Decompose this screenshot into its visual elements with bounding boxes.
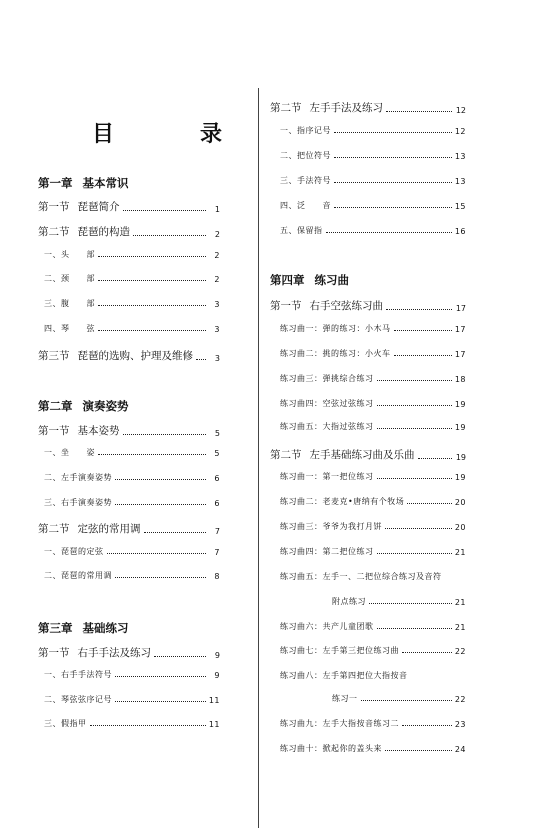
page-number: 17 bbox=[454, 350, 466, 359]
toc-entry-item[interactable] bbox=[44, 669, 220, 680]
toc-entry-label: 练习曲六： bbox=[280, 622, 323, 631]
toc-entry-label: 第一节 bbox=[270, 300, 302, 312]
dot-leader bbox=[386, 309, 452, 310]
page-number: 6 bbox=[214, 474, 220, 483]
toc-entry-title: 保留指 bbox=[297, 226, 323, 235]
toc-entry-label: 第二节 bbox=[38, 523, 70, 535]
toc-entry-label: 练习曲二： bbox=[280, 349, 323, 358]
dot-leader bbox=[407, 503, 452, 504]
dot-leader bbox=[98, 330, 206, 331]
toc-entry-item[interactable] bbox=[280, 546, 466, 557]
toc-entry-label: 练习曲四： bbox=[280, 399, 323, 408]
toc-entry-title: 琴弦弦序记号 bbox=[61, 695, 112, 704]
page-number: 7 bbox=[214, 548, 220, 557]
toc-entry-item[interactable] bbox=[280, 471, 466, 482]
toc-entry-label: 练习曲一： bbox=[280, 324, 323, 333]
dot-leader bbox=[369, 603, 452, 604]
toc-entry-label: 二、 bbox=[44, 274, 61, 283]
toc-entry-title: 把位符号 bbox=[297, 151, 331, 160]
dot-leader bbox=[196, 359, 206, 360]
page-number: 13 bbox=[454, 152, 466, 161]
dot-leader bbox=[115, 504, 206, 505]
toc-entry-title: 右手空弦练习曲 bbox=[309, 300, 383, 312]
dot-leader bbox=[115, 577, 206, 578]
page-number: 23 bbox=[454, 720, 466, 729]
toc-entry-item[interactable] bbox=[280, 175, 466, 186]
page-number: 21 bbox=[454, 623, 466, 632]
toc-entry-title: 手法符号 bbox=[297, 176, 331, 185]
toc-entry-title: 颈 部 bbox=[61, 274, 95, 283]
toc-entry-title: 老麦克•唐纳有个牧场 bbox=[322, 497, 405, 506]
toc-entry-item[interactable] bbox=[44, 273, 220, 284]
toc-entry-item[interactable] bbox=[280, 398, 466, 409]
toc-entry-label: 一、 bbox=[280, 126, 297, 135]
toc-entry-item[interactable] bbox=[280, 323, 466, 334]
toc-entry-title: 琵琶的构造 bbox=[77, 226, 130, 238]
toc-entry-label: 练习曲五： bbox=[280, 572, 323, 581]
toc-entry-label: 五、 bbox=[280, 226, 297, 235]
toc-entry-label: 练习曲一： bbox=[280, 472, 323, 481]
toc-entry-chapter[interactable] bbox=[270, 272, 466, 288]
toc-entry-label: 练习曲七： bbox=[280, 646, 323, 655]
toc-entry-section[interactable] bbox=[270, 100, 466, 115]
page-number: 19 bbox=[455, 453, 466, 462]
page-number: 2 bbox=[214, 230, 220, 239]
page-number: 8 bbox=[214, 572, 220, 581]
toc-entry-item[interactable] bbox=[280, 150, 466, 161]
toc-entry-title: 左手第四把位大指按音 bbox=[322, 671, 408, 680]
toc-entry-chapter[interactable] bbox=[38, 620, 220, 636]
toc-entry-item[interactable] bbox=[280, 521, 466, 532]
toc-entry-label: 一、 bbox=[44, 250, 61, 259]
dot-leader bbox=[377, 405, 453, 406]
toc-entry-item[interactable] bbox=[280, 670, 466, 681]
dot-leader bbox=[402, 652, 452, 653]
toc-entry-title: 头 部 bbox=[61, 250, 95, 259]
dot-leader bbox=[98, 454, 206, 455]
toc-entry-title: 琵琶简介 bbox=[77, 201, 120, 213]
toc-entry-title: 基本常识 bbox=[82, 176, 129, 190]
toc-entry-item[interactable] bbox=[44, 570, 220, 581]
toc-entry-title: 右手手法符号 bbox=[61, 670, 112, 679]
dot-leader bbox=[98, 256, 206, 257]
dot-leader bbox=[326, 232, 453, 233]
page-number: 12 bbox=[455, 106, 466, 115]
toc-entry-label: 二、 bbox=[280, 151, 297, 160]
toc-entry-label: 练习曲三： bbox=[280, 374, 323, 383]
toc-entry-title: 基本姿势 bbox=[77, 425, 120, 437]
dot-leader bbox=[385, 750, 452, 751]
toc-entry-section[interactable] bbox=[38, 423, 220, 438]
toc-entry-label: 练习曲三： bbox=[280, 522, 323, 531]
toc-entry-label: 一、 bbox=[44, 670, 61, 679]
dot-leader bbox=[98, 280, 206, 281]
toc-entry-label: 第一节 bbox=[38, 201, 70, 213]
toc-entry-section[interactable] bbox=[38, 521, 220, 536]
toc-entry-item[interactable] bbox=[280, 373, 466, 384]
dot-leader bbox=[394, 330, 453, 331]
toc-entry-title: 定弦的常用调 bbox=[77, 523, 141, 535]
dot-leader bbox=[98, 305, 206, 306]
toc-entry-label: 三、 bbox=[44, 498, 61, 507]
dot-leader bbox=[115, 701, 206, 702]
toc-entry-label: 一、 bbox=[44, 547, 61, 556]
toc-entry-title: 基础练习 bbox=[82, 621, 129, 635]
toc-entry-title: 练习一 bbox=[332, 694, 358, 703]
toc-entry-item[interactable] bbox=[280, 225, 466, 236]
page-number: 6 bbox=[214, 499, 220, 508]
toc-entry-title: 左手基础练习曲及乐曲 bbox=[309, 449, 415, 461]
toc-entry-title: 琵琶的定弦 bbox=[61, 547, 104, 556]
toc-entry-item[interactable] bbox=[44, 249, 220, 260]
toc-entry-label: 第二章 bbox=[38, 399, 73, 413]
toc-entry-title: 弹的练习：小木马 bbox=[322, 324, 391, 333]
toc-entry-label: 第一节 bbox=[38, 425, 70, 437]
toc-entry-title: 指序记号 bbox=[297, 126, 331, 135]
toc-entry-title: 爷爷为我打月饼 bbox=[322, 522, 382, 531]
toc-entry-title: 右手演奏姿势 bbox=[61, 498, 112, 507]
toc-entry-item[interactable] bbox=[44, 447, 220, 458]
page-number: 2 bbox=[214, 275, 220, 284]
page-number: 19 bbox=[454, 473, 466, 482]
toc-entry-title: 练习曲 bbox=[314, 273, 349, 287]
toc-entry-section[interactable] bbox=[38, 348, 220, 363]
page-number: 20 bbox=[454, 498, 466, 507]
toc-entry-label: 第一节 bbox=[38, 647, 70, 659]
dot-leader bbox=[154, 656, 206, 657]
toc-entry-title: 第一把位练习 bbox=[322, 472, 374, 481]
toc-entry-title: 空弦过弦练习 bbox=[322, 399, 374, 408]
dot-leader bbox=[115, 676, 206, 677]
page-number: 13 bbox=[454, 177, 466, 186]
toc-entry-cont[interactable] bbox=[332, 596, 466, 607]
toc-entry-title: 坐 姿 bbox=[61, 448, 95, 457]
page-number: 1 bbox=[214, 205, 220, 214]
dot-leader bbox=[394, 355, 453, 356]
dot-leader bbox=[386, 111, 452, 112]
page-number: 21 bbox=[454, 548, 466, 557]
toc-entry-title: 大指过弦练习 bbox=[322, 422, 374, 431]
toc-entry-label: 四、 bbox=[44, 324, 61, 333]
toc-entry-title: 第二把位练习 bbox=[322, 547, 374, 556]
page-number: 17 bbox=[455, 304, 466, 313]
page-number: 3 bbox=[214, 300, 220, 309]
page-number: 19 bbox=[454, 400, 466, 409]
page-number: 21 bbox=[454, 598, 466, 607]
page-number: 11 bbox=[208, 696, 220, 705]
dot-leader bbox=[107, 553, 207, 554]
toc-entry-title: 弹挑综合练习 bbox=[322, 374, 374, 383]
toc-entry-title: 左手一、二把位综合练习及音符 bbox=[322, 572, 442, 581]
toc-entry-item[interactable] bbox=[44, 546, 220, 557]
page-number: 3 bbox=[214, 325, 220, 334]
toc-entry-chapter[interactable] bbox=[38, 175, 220, 191]
toc-entry-chapter[interactable] bbox=[38, 398, 220, 414]
page-number: 19 bbox=[454, 423, 466, 432]
toc-entry-title: 掀起你的盖头来 bbox=[322, 744, 382, 753]
toc-entry-title: 左手演奏姿势 bbox=[61, 473, 112, 482]
toc-entry-item[interactable] bbox=[280, 718, 466, 729]
dot-leader bbox=[377, 628, 453, 629]
toc-entry-label: 练习曲八： bbox=[280, 671, 323, 680]
dot-leader bbox=[144, 532, 207, 533]
toc-entry-title: 泛 音 bbox=[297, 201, 331, 210]
toc-entry-label: 第二节 bbox=[270, 102, 302, 114]
toc-entry-item[interactable] bbox=[44, 718, 220, 729]
toc-entry-item[interactable] bbox=[44, 472, 220, 483]
column-divider bbox=[258, 88, 259, 828]
page-number: 15 bbox=[454, 202, 466, 211]
page-number: 9 bbox=[214, 671, 220, 680]
dot-leader bbox=[115, 479, 206, 480]
dot-leader bbox=[90, 725, 207, 726]
page-number: 5 bbox=[214, 429, 220, 438]
toc-entry-section[interactable] bbox=[38, 199, 220, 214]
toc-entry-title: 挑的练习：小火车 bbox=[322, 349, 391, 358]
dot-leader bbox=[133, 235, 206, 236]
page-number: 7 bbox=[214, 527, 220, 536]
toc-entry-item[interactable] bbox=[280, 571, 466, 582]
dot-leader bbox=[334, 182, 452, 183]
page-number: 3 bbox=[214, 354, 220, 363]
dot-leader bbox=[402, 725, 452, 726]
toc-entry-label: 三、 bbox=[44, 719, 61, 728]
toc-entry-title: 左手手法及练习 bbox=[309, 102, 383, 114]
toc-entry-item[interactable] bbox=[280, 200, 466, 211]
toc-entry-label: 第二节 bbox=[270, 449, 302, 461]
toc-entry-label: 第二节 bbox=[38, 226, 70, 238]
toc-entry-section[interactable] bbox=[38, 224, 220, 239]
toc-entry-title: 琵琶的选购、护理及维修 bbox=[77, 350, 193, 362]
toc-entry-cont[interactable] bbox=[332, 693, 466, 704]
toc-entry-item[interactable] bbox=[44, 694, 220, 705]
dot-leader bbox=[377, 478, 453, 479]
toc-entry-title: 左手第三把位练习曲 bbox=[322, 646, 399, 655]
toc-entry-item[interactable] bbox=[280, 743, 466, 754]
page-number: 18 bbox=[454, 375, 466, 384]
page-title: 目 录 bbox=[92, 121, 255, 147]
page-number: 16 bbox=[454, 227, 466, 236]
dot-leader bbox=[334, 207, 452, 208]
toc-entry-section[interactable] bbox=[270, 447, 466, 462]
toc-entry-title: 共产儿童团歌 bbox=[322, 622, 374, 631]
toc-entry-item[interactable] bbox=[44, 323, 220, 334]
dot-leader bbox=[418, 458, 453, 459]
toc-entry-title: 琴 弦 bbox=[61, 324, 95, 333]
toc-entry-title: 演奏姿势 bbox=[82, 399, 129, 413]
toc-entry-label: 四、 bbox=[280, 201, 297, 210]
toc-entry-title: 右手手法及练习 bbox=[77, 647, 151, 659]
dot-leader bbox=[334, 132, 452, 133]
toc-entry-title: 腹 部 bbox=[61, 299, 95, 308]
toc-entry-item[interactable] bbox=[280, 348, 466, 359]
toc-entry-item[interactable] bbox=[280, 621, 466, 632]
toc-entry-label: 二、 bbox=[44, 571, 61, 580]
toc-entry-section[interactable] bbox=[38, 645, 220, 660]
dot-leader bbox=[377, 428, 453, 429]
toc-entry-label: 练习曲二： bbox=[280, 497, 323, 506]
dot-leader bbox=[385, 528, 452, 529]
dot-leader bbox=[123, 210, 207, 211]
toc-entry-item[interactable] bbox=[280, 125, 466, 136]
toc-entry-label: 练习曲五： bbox=[280, 422, 323, 431]
toc-entry-label: 三、 bbox=[280, 176, 297, 185]
toc-entry-label: 一、 bbox=[44, 448, 61, 457]
toc-entry-item[interactable] bbox=[44, 497, 220, 508]
toc-entry-label: 二、 bbox=[44, 695, 61, 704]
toc-entry-item[interactable] bbox=[44, 298, 220, 309]
toc-entry-title: 假指甲 bbox=[61, 719, 87, 728]
dot-leader bbox=[377, 553, 453, 554]
toc-entry-label: 练习曲九： bbox=[280, 719, 323, 728]
toc-entry-label: 第一章 bbox=[38, 176, 73, 190]
page-number: 2 bbox=[214, 251, 220, 260]
toc-entry-title: 附点练习 bbox=[332, 597, 366, 606]
toc-entry-label: 二、 bbox=[44, 473, 61, 482]
toc-entry-label: 第三节 bbox=[38, 350, 70, 362]
page-number: 22 bbox=[454, 647, 466, 656]
dot-leader bbox=[334, 157, 452, 158]
toc-entry-item[interactable] bbox=[280, 421, 466, 432]
page-number: 24 bbox=[454, 745, 466, 754]
toc-entry-label: 第四章 bbox=[270, 273, 305, 287]
dot-leader bbox=[377, 380, 453, 381]
toc-entry-label: 练习曲十： bbox=[280, 744, 323, 753]
dot-leader bbox=[361, 700, 453, 701]
page-number: 11 bbox=[208, 720, 220, 729]
toc-entry-label: 三、 bbox=[44, 299, 61, 308]
page-number: 9 bbox=[214, 651, 220, 660]
page-number: 22 bbox=[454, 695, 466, 704]
toc-entry-title: 琵琶的常用调 bbox=[61, 571, 112, 580]
toc-entry-label: 练习曲四： bbox=[280, 547, 323, 556]
dot-leader bbox=[123, 434, 207, 435]
toc-entry-section[interactable] bbox=[270, 298, 466, 313]
toc-entry-item[interactable] bbox=[280, 496, 466, 507]
page-number: 12 bbox=[454, 127, 466, 136]
toc-entry-label: 第三章 bbox=[38, 621, 73, 635]
page-number: 5 bbox=[214, 449, 220, 458]
toc-entry-item[interactable] bbox=[280, 645, 466, 656]
page-number: 17 bbox=[454, 325, 466, 334]
toc-entry-title: 左手大指按音练习二 bbox=[322, 719, 399, 728]
page-number: 20 bbox=[454, 523, 466, 532]
